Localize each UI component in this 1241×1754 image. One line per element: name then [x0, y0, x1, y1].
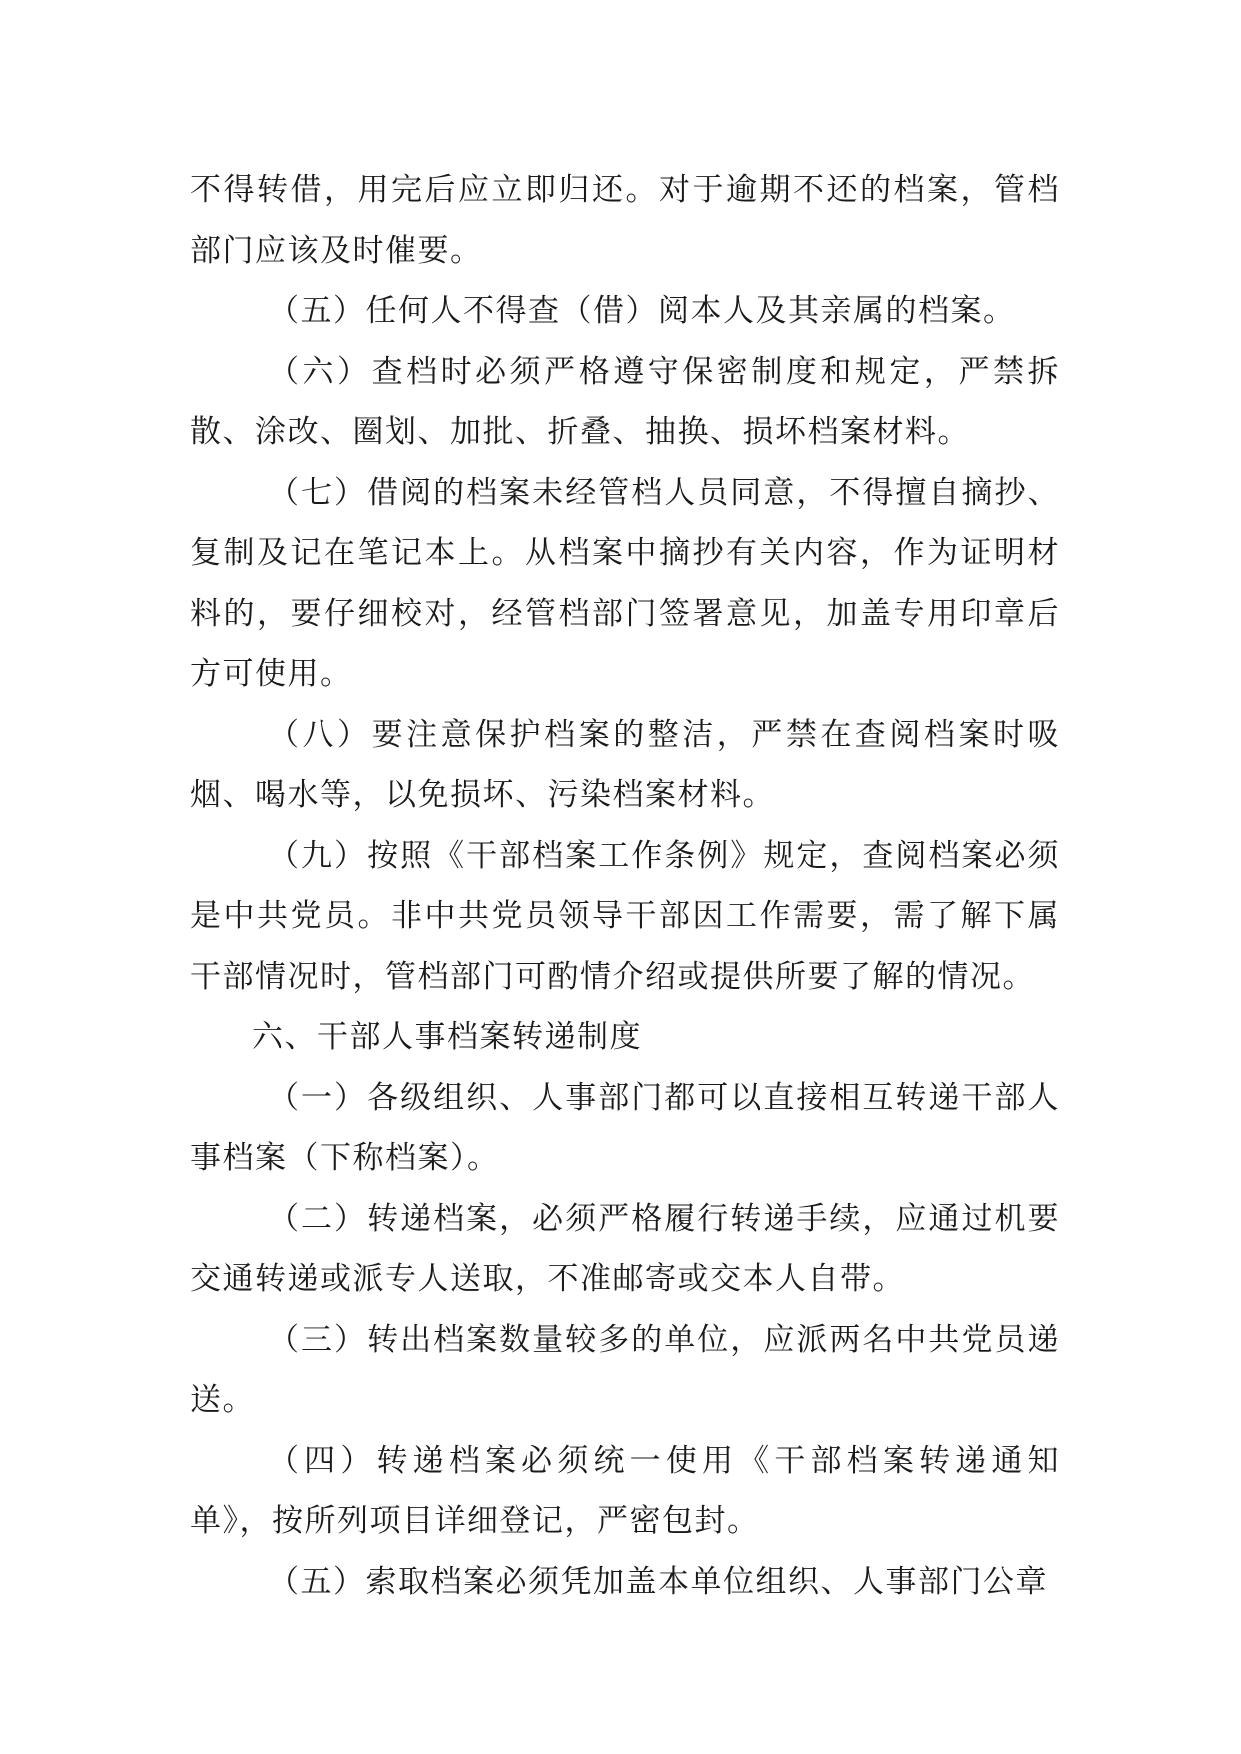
paragraph-transfer-item-3: （三）转出档案数量较多的单位，应派两名中共党员递送。	[190, 1321, 1060, 1418]
paragraph-continuation: 不得转借，用完后应立即归还。对于逾期不还的档案，管档部门应该及时催要。	[190, 172, 1060, 269]
paragraph-item-9-party-members: （九）按照《干部档案工作条例》规定，查阅档案必须是中共党员。非中共党员领导干部因工作需要，需了解下属干部情况时，管档部门可酌情介绍或提供所要了解的情况。	[190, 837, 1060, 995]
paragraph-item-7-copying: （七）借阅的档案未经管档人员同意，不得擅自摘抄、复制及记在笔记本上。从档案中摘抄有关内容，作为证明材料的，要仔细校对，经管档部门签署意见，加盖专用印章后方可使用。	[190, 474, 1060, 692]
paragraph-transfer-item-4: （四）转递档案必须统一使用《干部档案转递通知单》，按所列项目详细登记，严密包封。	[190, 1442, 1060, 1539]
section-heading-transfer: 六、干部人事档案转递制度	[252, 1019, 642, 1055]
paragraph-transfer-item-2: （二）转递档案，必须严格履行转递手续，应通过机要交通转递或派专人送取，不准邮寄或交本人自带。	[190, 1200, 1060, 1297]
paragraph-transfer-item-1: （一）各级组织、人事部门都可以直接相互转递干部人事档案（下称档案）。	[190, 1079, 1060, 1176]
paragraph-item-8-cleanliness: （八）要注意保护档案的整洁，严禁在查阅档案时吸烟、喝水等，以免损坏、污染档案材料。	[190, 716, 1060, 813]
paragraph-transfer-item-5: （五）索取档案必须凭加盖本单位组织、人事部门公章	[268, 1563, 1048, 1600]
document-body	[190, 160, 1060, 1612]
paragraph-item-6-confidentiality: （六）查档时必须严格遵守保密制度和规定，严禁拆散、涂改、圈划、加批、折叠、抽换、损坏档案材料。	[190, 353, 1060, 450]
paragraph-item-5-no-self-access: （五）任何人不得查（借）阅本人及其亲属的档案。	[268, 293, 1016, 329]
